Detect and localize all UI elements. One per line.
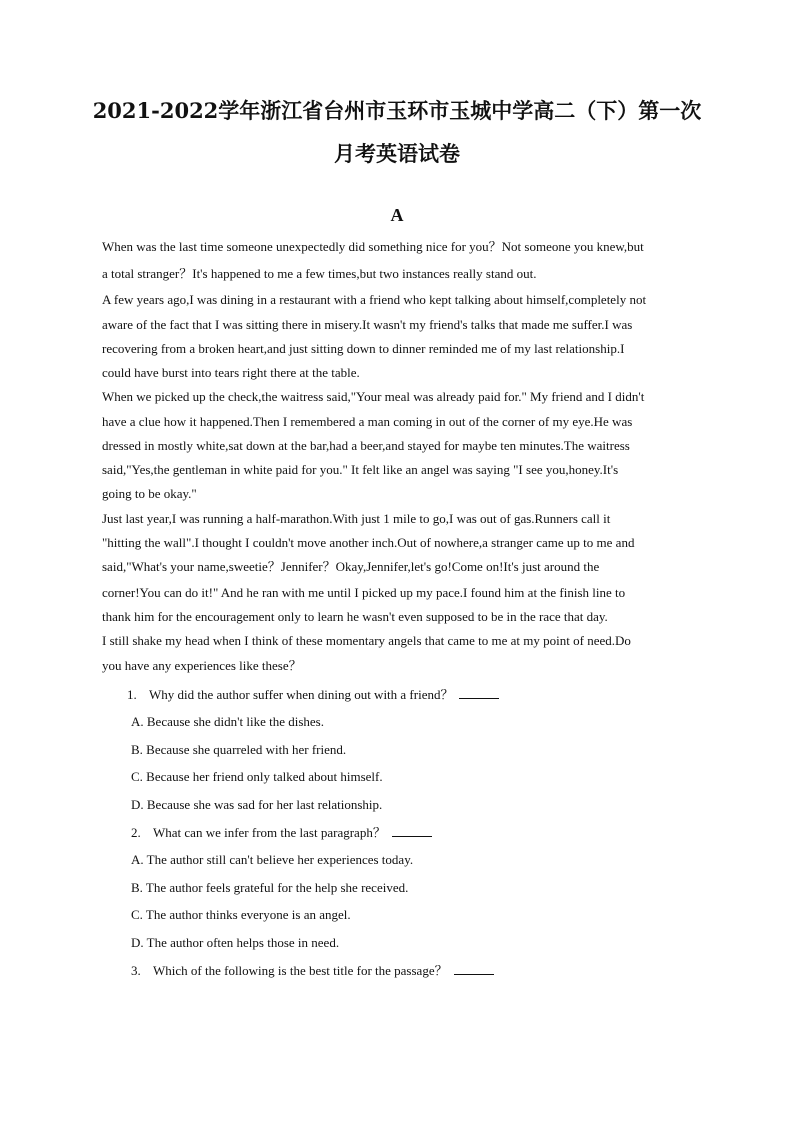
option-1a: A. Because she didn't like the dishes.	[131, 714, 324, 729]
passage-line: thank him for the encouragement only to learn he wasn't even supposed to be in the race that day.	[102, 609, 608, 624]
option-2c: C. The author thinks everyone is an angel.	[131, 907, 351, 922]
option-1c: C. Because her friend only talked about himself.	[131, 769, 383, 784]
passage-line: you have any experiences like these？	[102, 658, 302, 673]
exam-title-line-2: 月考英语试卷	[334, 141, 460, 166]
answer-blank[interactable]	[459, 686, 499, 699]
question-text: What can we infer from the last paragraph？	[153, 825, 386, 840]
passage-line: A few years ago,I was dining in a restaurant with a friend who kept talking about himself,completely not	[102, 292, 647, 307]
passage-line: said,"Yes,the gentleman in white paid for you." It felt like an angel was saying "I see you,honey.It's	[102, 462, 619, 477]
option-2a: A. The author still can't believe her experiences today.	[131, 852, 414, 867]
section-label: A	[390, 205, 404, 225]
passage-line: dressed in mostly white,sat down at the bar,had a beer,and stayed for maybe ten minutes.The waitress	[102, 438, 630, 453]
question-3	[131, 962, 494, 980]
question-2	[131, 824, 432, 842]
passage-line: could have burst into tears right there at the table.	[102, 365, 360, 380]
exam-title-line-1: 2021-2022学年浙江省台州市玉环市玉城中学高二（下）第一次	[92, 98, 702, 123]
question-1	[127, 686, 499, 704]
question-number: 3.	[131, 963, 141, 978]
passage-line: I still shake my head when I think of these momentary angels that came to me at my point of need.Do	[102, 633, 631, 648]
option-2d: D. The author often helps those in need.	[131, 935, 340, 950]
question-number: 1.	[127, 687, 137, 702]
passage-line: corner!You can do it!" And he ran with me until I picked up my pace.I found him at the finish line to	[102, 585, 626, 600]
passage-line: When we picked up the check,the waitress said,"Your meal was already paid for." My friend and I didn't	[102, 389, 645, 404]
question-text: Why did the author suffer when dining out with a friend？	[149, 687, 454, 702]
option-1d: D. Because she was sad for her last relationship.	[131, 797, 383, 812]
answer-blank[interactable]	[392, 824, 432, 837]
passage-line: going to be okay."	[102, 486, 197, 501]
passage-line: have a clue how it happened.Then I remembered a man coming in out of the corner of my eye.He was	[102, 414, 633, 429]
passage-line: aware of the fact that I was sitting there in misery.It wasn't my friend's talks that made me suffer.I was	[102, 317, 633, 332]
question-text: Which of the following is the best title for the passage？	[153, 963, 448, 978]
question-number: 2.	[131, 825, 141, 840]
passage-line: said,"What's your name,sweetie？Jennifer？Okay,Jennifer,let's go!Come on!It's just around the	[102, 559, 600, 574]
passage-line: recovering from a broken heart,and just sitting down to dinner reminded me of my last relationship.I	[102, 341, 625, 356]
passage-line: a total stranger？It's happened to me a few times,but two instances really stand out.	[102, 266, 537, 281]
option-1b: B. Because she quarreled with her friend.	[131, 742, 347, 757]
passage-line: "hitting the wall".I thought I couldn't move another inch.Out of nowhere,a stranger came up to me and	[102, 535, 635, 550]
option-2b: B. The author feels grateful for the help she received.	[131, 880, 409, 895]
passage-line: Just last year,I was running a half-marathon.With just 1 mile to go,I was out of gas.Runners call it	[102, 511, 611, 526]
answer-blank[interactable]	[454, 962, 494, 975]
passage-line: When was the last time someone unexpectedly did something nice for you？Not someone you knew,but	[102, 239, 644, 254]
